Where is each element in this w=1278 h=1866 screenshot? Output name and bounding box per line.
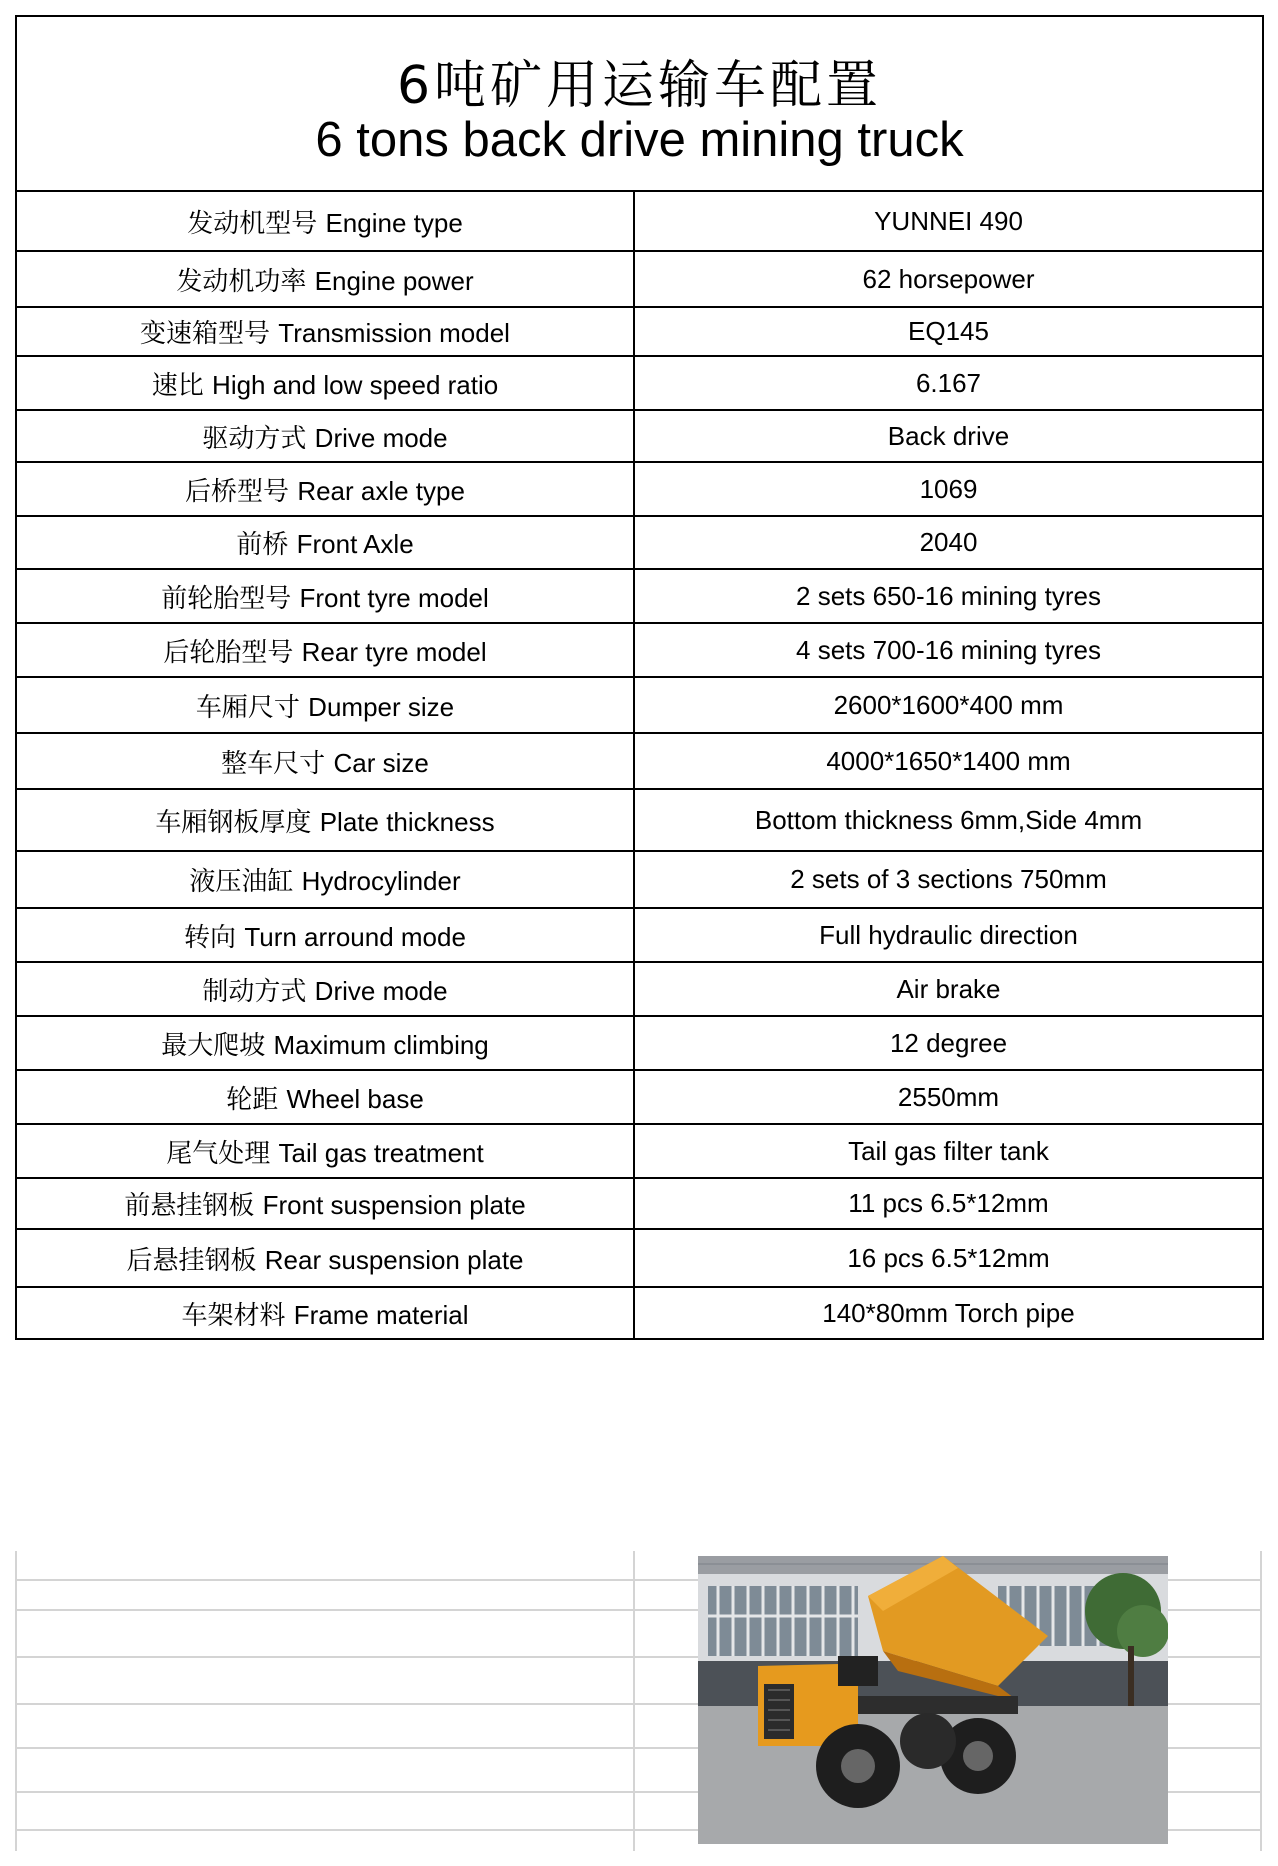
- spec-label-chinese: 驱动方式: [202, 423, 307, 454]
- spec-label-cell: [16, 1178, 634, 1229]
- spec-label-english: Rear suspension plate: [264, 1244, 524, 1275]
- spec-label-cell: [16, 1070, 634, 1124]
- spec-label-chinese: 发动机功率: [176, 266, 307, 297]
- spec-row: [16, 1016, 1263, 1070]
- spec-label-chinese: 轮距: [226, 1084, 279, 1115]
- spec-row: [16, 851, 1263, 908]
- spec-label-english: Front Axle: [296, 529, 414, 559]
- spec-label-chinese: 车架材料: [181, 1300, 286, 1331]
- spec-label-chinese: 车厢钢板厚度: [155, 807, 312, 838]
- spec-value-cell: 2600*1600*400 mm: [634, 677, 1263, 733]
- spec-value-cell: Full hydraulic direction: [634, 908, 1263, 962]
- spec-label-english: Front tyre model: [299, 582, 489, 613]
- spec-label-chinese: 前悬挂钢板: [124, 1191, 255, 1221]
- spec-row: [16, 733, 1263, 789]
- spec-row: [16, 191, 1263, 251]
- spec-value-cell: 2 sets 650-16 mining tyres: [634, 569, 1263, 623]
- spec-label-english: Plate thickness: [319, 806, 495, 837]
- spec-label-english: Drive mode: [314, 975, 448, 1006]
- spec-label-cell: [16, 191, 634, 251]
- spec-value-cell: 62 horsepower: [634, 251, 1263, 307]
- spec-label-english: Rear tyre model: [301, 636, 487, 667]
- spec-value-cell: Air brake: [634, 962, 1263, 1016]
- spec-label-chinese: 后轮胎型号: [163, 637, 294, 668]
- spec-label-cell: [16, 516, 634, 569]
- spec-label-cell: [16, 410, 634, 462]
- spec-row: [16, 356, 1263, 410]
- spec-label-cell: [16, 851, 634, 908]
- spec-row: [16, 1178, 1263, 1229]
- spec-value-cell: Tail gas filter tank: [634, 1124, 1263, 1178]
- spec-label-cell: [16, 462, 634, 516]
- title-english: 6 tons back drive mining truck: [315, 113, 964, 167]
- spec-row: [16, 962, 1263, 1016]
- spec-label-chinese: 后悬挂钢板: [126, 1245, 257, 1276]
- spec-label-cell: [16, 356, 634, 410]
- spec-label-cell: [16, 307, 634, 356]
- spec-label-cell: [16, 1229, 634, 1287]
- spec-row: [16, 516, 1263, 569]
- spec-label-cell: [16, 962, 634, 1016]
- spec-label-english: Engine type: [325, 207, 463, 238]
- spec-label-english: Tail gas treatment: [278, 1137, 484, 1168]
- spec-label-english: Car size: [333, 747, 429, 778]
- spec-label-cell: [16, 677, 634, 733]
- spec-label-english: Drive mode: [314, 422, 448, 453]
- spec-label-cell: [16, 623, 634, 677]
- spec-value-cell: 4 sets 700-16 mining tyres: [634, 623, 1263, 677]
- spec-label-cell: [16, 569, 634, 623]
- spec-label-chinese: 尾气处理: [166, 1138, 271, 1169]
- spec-label-chinese: 变速箱型号: [140, 319, 271, 349]
- spec-value-cell: 2040: [634, 516, 1263, 569]
- spec-label-english: Hydrocylinder: [301, 866, 461, 896]
- spec-label-english: Engine power: [314, 265, 474, 296]
- spec-label-chinese: 液压油缸: [189, 867, 294, 897]
- spec-row: [16, 908, 1263, 962]
- spec-label-english: Maximum climbing: [273, 1029, 489, 1060]
- spec-label-chinese: 发动机型号: [187, 208, 318, 239]
- spec-label-chinese: 车厢尺寸: [195, 692, 300, 723]
- spec-label-cell: [16, 251, 634, 307]
- spec-label-english: Wheel base: [286, 1083, 424, 1114]
- spec-label-cell: [16, 1124, 634, 1178]
- spec-table: [15, 190, 1264, 1340]
- spec-label-chinese: 制动方式: [202, 976, 307, 1007]
- spec-value-cell: Bottom thickness 6mm,Side 4mm: [634, 789, 1263, 851]
- spec-value-cell: YUNNEI 490: [634, 191, 1263, 251]
- spec-row: [16, 1070, 1263, 1124]
- spec-label-chinese: 整车尺寸: [221, 748, 326, 779]
- spec-label-chinese: 前轮胎型号: [161, 583, 292, 614]
- spec-row: [16, 251, 1263, 307]
- spec-value-cell: 6.167: [634, 356, 1263, 410]
- spec-value-cell: 11 pcs 6.5*12mm: [634, 1178, 1263, 1229]
- spec-label-english: Rear axle type: [297, 475, 465, 506]
- spec-label-chinese: 速比: [151, 370, 204, 401]
- spec-value-cell: 2550mm: [634, 1070, 1263, 1124]
- spec-row: [16, 410, 1263, 462]
- spec-label-cell: [16, 1287, 634, 1339]
- spec-label-english: Front suspension plate: [262, 1190, 526, 1220]
- spec-value-cell: 2 sets of 3 sections 750mm: [634, 851, 1263, 908]
- spec-label-chinese: 前桥: [236, 530, 289, 560]
- spec-label-cell: [16, 908, 634, 962]
- spec-row: [16, 1287, 1263, 1339]
- spec-row: [16, 677, 1263, 733]
- spec-value-cell: 12 degree: [634, 1016, 1263, 1070]
- spec-value-cell: 16 pcs 6.5*12mm: [634, 1229, 1263, 1287]
- spec-label-chinese: 转向: [184, 922, 237, 953]
- spec-row: [16, 1124, 1263, 1178]
- spec-label-english: Transmission model: [278, 318, 510, 348]
- spec-label-english: Dumper size: [308, 691, 455, 722]
- spec-row: [16, 569, 1263, 623]
- spec-label-cell: [16, 1016, 634, 1070]
- truck-photo: [698, 1556, 1168, 1844]
- spec-value-cell: 140*80mm Torch pipe: [634, 1287, 1263, 1339]
- spec-row: [16, 623, 1263, 677]
- spec-row: [16, 307, 1263, 356]
- spec-value-cell: 1069: [634, 462, 1263, 516]
- truck-illustration: [698, 1556, 1168, 1844]
- spec-label-english: High and low speed ratio: [212, 369, 499, 400]
- spec-row: [16, 789, 1263, 851]
- spec-row: [16, 1229, 1263, 1287]
- spec-label-cell: [16, 789, 634, 851]
- spec-label-chinese: 后桥型号: [185, 476, 290, 507]
- spec-label-chinese: 最大爬坡: [161, 1030, 266, 1061]
- spec-label-english: Frame material: [293, 1299, 469, 1330]
- spec-value-cell: 4000*1650*1400 mm: [634, 733, 1263, 789]
- spec-value-cell: EQ145: [634, 307, 1263, 356]
- spec-label-english: Turn arround mode: [244, 921, 466, 952]
- title-box: [15, 15, 1264, 190]
- spec-label-cell: [16, 733, 634, 789]
- spec-row: [16, 462, 1263, 516]
- spec-value-cell: Back drive: [634, 410, 1263, 462]
- title-chinese: 6吨矿用运输车配置: [396, 56, 883, 116]
